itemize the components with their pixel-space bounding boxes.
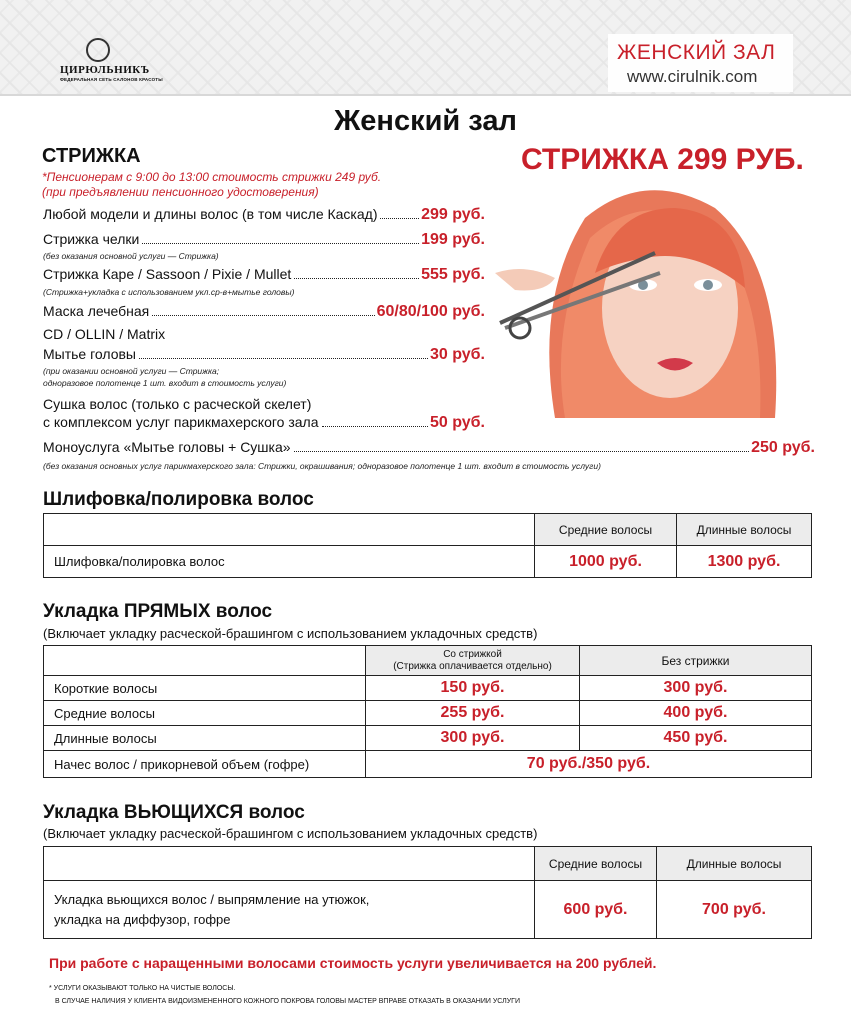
table-row [44, 726, 812, 751]
service-label: Мытье головы [43, 346, 136, 362]
price-cell: 255 руб. [366, 701, 580, 726]
price-cell: 1000 руб. [535, 546, 677, 578]
pensioner-note: *Пенсионерам с 9:00 до 13:00 стоимость стрижки 249 руб. [42, 170, 382, 184]
footnote-2: В СЛУЧАЕ НАЛИЧИЯ У КЛИЕНТА ВИДОИЗМЕНЕННОГО КОЖНОГО ПОКРОВА ГОЛОВЫ МАСТЕР ВПРАВЕ ОТКАЗАТЬ В ОКАЗАНИИ УСЛУГИ [55, 998, 520, 1005]
price-line-mask [43, 303, 485, 321]
mask-brands: CD / OLLIN / Matrix [43, 326, 166, 342]
row-label: Шлифовка/полировка волос [44, 546, 535, 578]
row-label: Средние волосы [44, 701, 366, 726]
service-note: (при оказании основной услуги — Стрижка; [43, 366, 220, 376]
service-price: 199 руб. [421, 231, 485, 248]
service-price: 299 руб. [421, 206, 485, 223]
col-header-with-cut-line1: Со стрижкой [443, 648, 502, 660]
col-header-medium: Средние волосы [535, 514, 677, 546]
logo-name: ЦИРЮЛЬНИКЪ [60, 64, 150, 76]
row-label: Начес волос / прикорневой объем (гофре) [44, 751, 366, 778]
curly-table [43, 846, 812, 939]
pensioner-note-2: (при предъявлении пенсионного удостоверения) [42, 185, 319, 199]
curly-heading: Укладка ВЬЮЩИХСЯ волос [43, 802, 305, 823]
price-line-any-model [43, 206, 485, 224]
service-label: с комплексом услуг парикмахерского зала [43, 414, 319, 430]
service-note-2: одноразовое полотенце 1 шт. входит в стоимость услуги) [43, 378, 287, 388]
service-price: 30 руб. [429, 346, 485, 363]
service-label: Моноуслуга «Мытье головы + Сушка» [43, 439, 291, 455]
price-line-drying [43, 414, 485, 432]
service-note: (без оказания основных услуг парикмахерского зала: Стрижки, окрашивания; одноразовое полотенце 1 шт. входит в стоимость услуги) [43, 461, 601, 471]
price-line-bangs [43, 231, 485, 249]
col-header-medium: Средние волосы [535, 847, 657, 881]
haircut-heading: СТРИЖКА [42, 145, 141, 167]
table-header-row [44, 646, 812, 676]
polishing-table [43, 513, 812, 578]
table-header-row [44, 514, 812, 546]
price-cell: 70 руб./350 руб. [366, 751, 812, 778]
price-line-wash [43, 346, 485, 364]
empty-header-cell [44, 646, 366, 676]
straight-table [43, 645, 812, 778]
table-header-row [44, 847, 812, 881]
header-title: ЖЕНСКИЙ ЗАЛ [617, 41, 776, 64]
service-price: 50 руб. [429, 414, 485, 431]
service-label: Стрижка Каре / Sassoon / Pixie / Mullet [43, 266, 292, 282]
table-row [44, 546, 812, 578]
table-row [44, 676, 812, 701]
price-cell: 150 руб. [366, 676, 580, 701]
price-cell: 1300 руб. [677, 546, 812, 578]
table-row [44, 751, 812, 778]
table-row [44, 701, 812, 726]
service-label: Любой модели и длины волос (в том числе Каскад) [43, 206, 378, 222]
service-price: 555 руб. [421, 266, 485, 283]
service-note: (без оказания основной услуги — Стрижка) [43, 251, 219, 261]
straight-subtitle: (Включает укладку расческой-брашингом с использованием укладочных средств) [43, 626, 538, 641]
row-label-line2: укладка на диффузор, гофре [54, 911, 231, 927]
empty-header-cell [44, 514, 535, 546]
header-url[interactable]: www.cirulnik.com [627, 67, 758, 86]
page-header [0, 0, 851, 96]
service-price: 250 руб. [751, 439, 815, 456]
table-row [44, 881, 812, 939]
row-label: Короткие волосы [44, 676, 366, 701]
row-label [44, 881, 535, 939]
curly-subtitle: (Включает укладку расческой-брашингом с использованием укладочных средств) [43, 826, 538, 841]
service-label: Стрижка челки [43, 231, 140, 247]
col-header-without-cut: Без стрижки [580, 646, 812, 676]
extension-note: При работе с наращенными волосами стоимость услуги увеличивается на 200 рублей. [49, 955, 657, 971]
promo-banner: СТРИЖКА 299 РУБ. [521, 143, 804, 176]
price-line-mono [43, 439, 815, 457]
price-cell: 400 руб. [580, 701, 812, 726]
footnote-1: * УСЛУГИ ОКАЗЫВАЮТ ТОЛЬКО НА ЧИСТЫЕ ВОЛОСЫ. [49, 985, 236, 992]
page-title: Женский зал [334, 105, 517, 137]
row-label: Длинные волосы [44, 726, 366, 751]
service-price: 60/80/100 руб. [376, 303, 485, 320]
price-cell: 600 руб. [535, 881, 657, 939]
service-note: (Стрижка+укладка с использованием укл.ср-в+мытье головы) [43, 287, 295, 297]
price-line-bob [43, 266, 485, 284]
service-label: Маска лечебная [43, 303, 150, 319]
row-label-line1: Укладка вьющихся волос / выпрямление на утюжок, [54, 891, 370, 907]
col-header-with-cut [366, 646, 580, 676]
price-cell: 450 руб. [580, 726, 812, 751]
drying-label: Сушка волос (только с расческой скелет) [43, 396, 312, 412]
polishing-heading: Шлифовка/полировка волос [43, 489, 314, 510]
logo-emblem-icon [86, 38, 110, 62]
price-cell: 300 руб. [580, 676, 812, 701]
col-header-long: Длинные волосы [677, 514, 812, 546]
logo-subtitle: ФЕДЕРАЛЬНАЯ СЕТЬ САЛОНОВ КРАСОТЫ [60, 77, 163, 82]
col-header-long: Длинные волосы [657, 847, 812, 881]
price-cell: 300 руб. [366, 726, 580, 751]
straight-heading: Укладка ПРЯМЫХ волос [43, 601, 273, 622]
price-cell: 700 руб. [657, 881, 812, 939]
col-header-with-cut-line2: (Стрижка оплачивается отдельно) [393, 660, 552, 672]
empty-header-cell [44, 847, 535, 881]
model-photo [495, 178, 798, 418]
